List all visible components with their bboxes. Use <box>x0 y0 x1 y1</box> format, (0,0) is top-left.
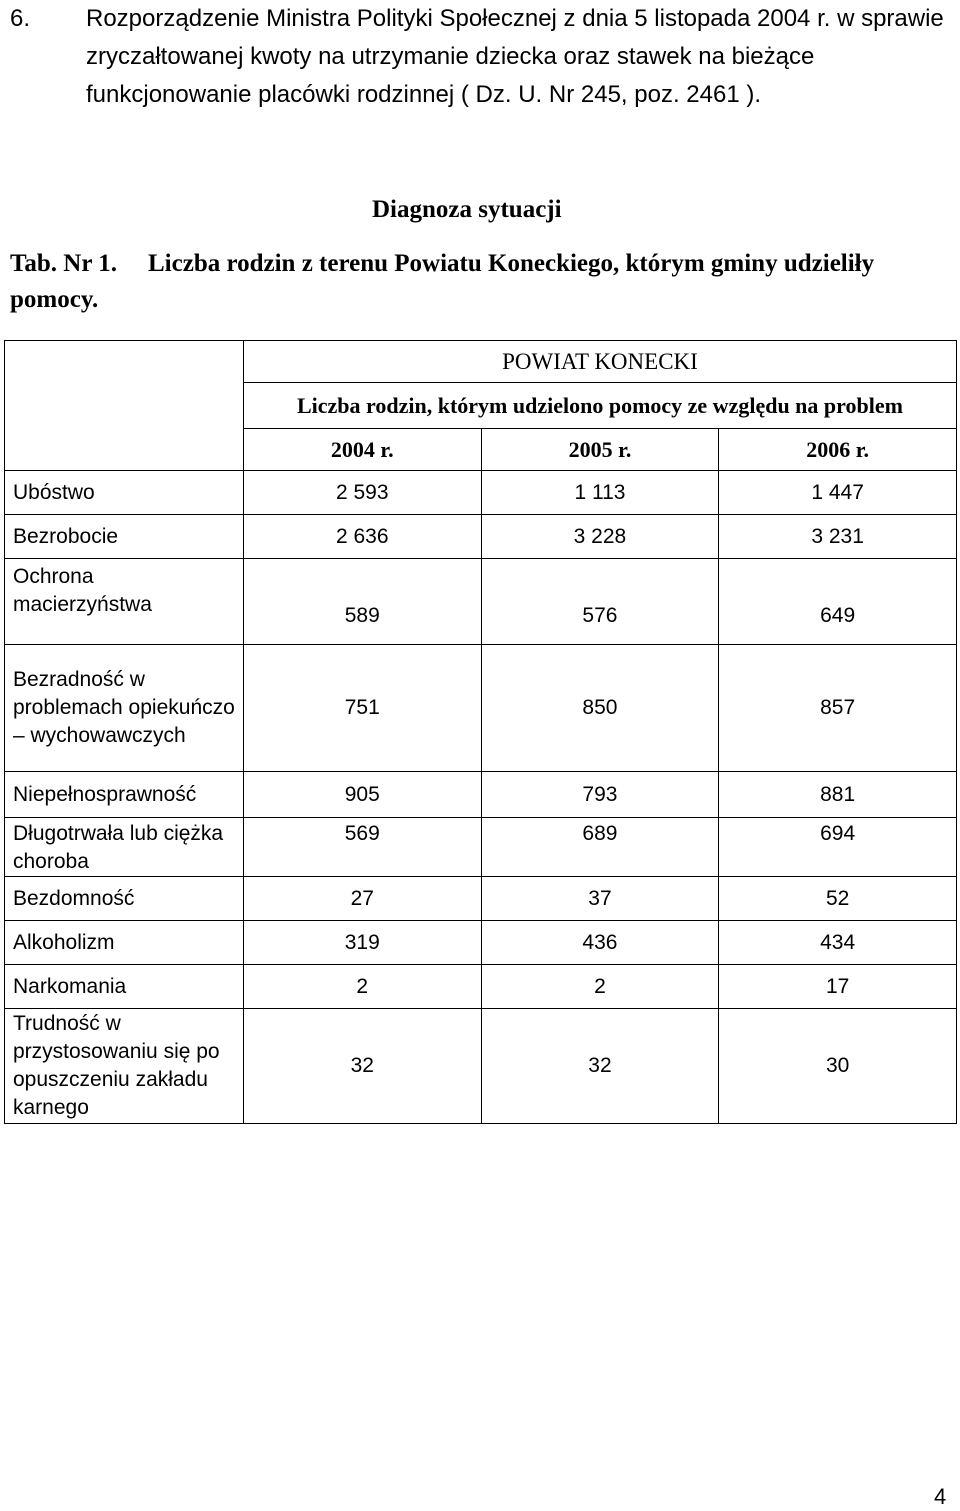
cell-value: 32 <box>243 1009 481 1124</box>
regulation-reference <box>10 0 955 114</box>
row-label: Bezrobocie <box>5 515 244 559</box>
cell-value: 689 <box>481 818 719 877</box>
cell-value: 3 228 <box>481 515 719 559</box>
cell-value: 434 <box>719 921 957 965</box>
cell-value: 881 <box>719 772 957 818</box>
cell-value: 2 593 <box>243 471 481 515</box>
cell-value: 3 231 <box>719 515 957 559</box>
row-label: Trudność w przystosowaniu się po opuszczeniu zakładu karnego <box>5 1009 244 1124</box>
list-number: 6. <box>10 5 31 32</box>
cell-value: 32 <box>481 1009 719 1124</box>
row-label: Długotrwała lub ciężka choroba <box>5 818 244 877</box>
year-header: 2006 r. <box>719 429 957 471</box>
cell-value: 37 <box>481 877 719 921</box>
header-corner-cell <box>5 341 244 471</box>
cell-value: 2 636 <box>243 515 481 559</box>
cell-value: 2 <box>243 965 481 1009</box>
row-label: Bezradność w problemach opiekuńczo – wychowawczych <box>5 645 244 772</box>
cell-value: 17 <box>719 965 957 1009</box>
cell-value: 751 <box>243 645 481 772</box>
cell-value: 1 113 <box>481 471 719 515</box>
cell-value: 319 <box>243 921 481 965</box>
cell-value: 2 <box>481 965 719 1009</box>
section-heading: Diagnoza sytuacji <box>372 196 562 223</box>
table-row <box>5 772 957 818</box>
table-caption <box>10 246 940 318</box>
table-row <box>5 471 957 515</box>
table-row <box>5 818 957 877</box>
table-row <box>5 921 957 965</box>
row-label: Niepełnosprawność <box>5 772 244 818</box>
table-row <box>5 965 957 1009</box>
table-row <box>5 515 957 559</box>
row-label: Narkomania <box>5 965 244 1009</box>
problem-subheader: Liczba rodzin, którym udzielono pomocy ze względu na problem <box>243 383 956 429</box>
cell-value: 694 <box>719 818 957 877</box>
cell-value: 52 <box>719 877 957 921</box>
regulation-text: Rozporządzenie Ministra Polityki Społecznej z dnia 5 listopada 2004 r. w sprawie zryczałtowanej kwoty na utrzymanie dziecka oraz stawek na bieżące funkcjonowanie placówki rodzinnej ( Dz. U. Nr 245, poz. 2461 ). <box>86 5 944 108</box>
row-label: Bezdomność <box>5 877 244 921</box>
table-header-row <box>5 341 957 383</box>
cell-value: 436 <box>481 921 719 965</box>
table-row <box>5 645 957 772</box>
cell-value: 576 <box>481 559 719 645</box>
table-row <box>5 559 957 645</box>
table-row <box>5 1009 957 1124</box>
cell-value: 857 <box>719 645 957 772</box>
row-label: Ochrona macierzyństwa <box>5 559 244 645</box>
cell-value: 1 447 <box>719 471 957 515</box>
cell-value: 27 <box>243 877 481 921</box>
table-row <box>5 877 957 921</box>
row-label: Ubóstwo <box>5 471 244 515</box>
page-number: 4 <box>934 1484 947 1509</box>
cell-value: 649 <box>719 559 957 645</box>
table-number: Tab. Nr 1. <box>10 250 117 277</box>
cell-value: 793 <box>481 772 719 818</box>
region-header: POWIAT KONECKI <box>243 341 956 383</box>
row-label: Alkoholizm <box>5 921 244 965</box>
cell-value: 850 <box>481 645 719 772</box>
year-header: 2005 r. <box>481 429 719 471</box>
year-header: 2004 r. <box>243 429 481 471</box>
cell-value: 589 <box>243 559 481 645</box>
cell-value: 30 <box>719 1009 957 1124</box>
cell-value: 905 <box>243 772 481 818</box>
table-caption-text: Liczba rodzin z terenu Powiatu Koneckiego, którym gminy udzieliły pomocy. <box>10 250 875 313</box>
cell-value: 569 <box>243 818 481 877</box>
assistance-table <box>4 340 957 1124</box>
